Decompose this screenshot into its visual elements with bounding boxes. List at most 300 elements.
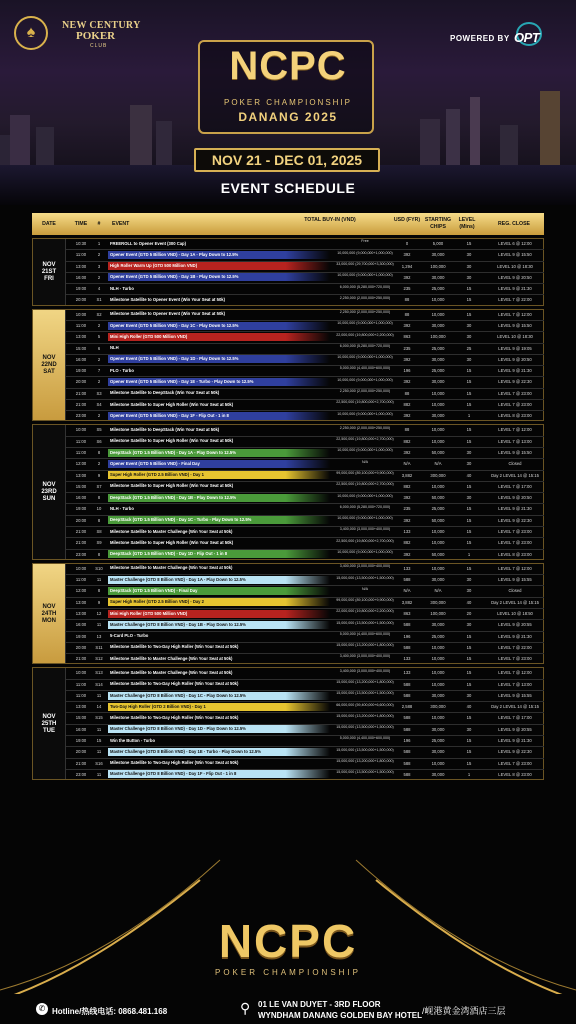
cell-time: 15:00 — [75, 483, 87, 489]
row-divider — [66, 503, 544, 504]
cell-chips: 10,000 — [431, 438, 445, 444]
cell-level: 30 — [466, 252, 472, 258]
cell-level: 15 — [466, 633, 472, 639]
hotline-text[interactable]: Hotline/热线电话: 0868.481.168 — [52, 1007, 168, 1016]
cell-buyin: N/A — [362, 586, 368, 591]
cell-chips: 50,000 — [431, 517, 445, 523]
cell-time: 20:00 — [75, 517, 87, 523]
cell-time: 21:00 — [75, 390, 87, 396]
cell-level: 30 — [466, 334, 472, 340]
cell-num: S14 — [95, 681, 103, 687]
table-row — [66, 758, 544, 769]
cell-buyin: 99,000,000 (89,100,000+9,900,000) — [336, 598, 394, 603]
cell-num: 2 — [97, 379, 101, 385]
cell-time: 10:00 — [75, 311, 87, 317]
day-label-line1: NOV — [42, 603, 56, 610]
cell-usd: 88 — [404, 311, 410, 317]
cell-reg: LEVEL 9 @ 20:50 — [498, 356, 532, 362]
cell-chips: 10,000 — [431, 565, 445, 571]
cell-level: 15 — [466, 715, 472, 721]
cell-usd: 588 — [403, 577, 411, 583]
cell-num: S4 — [96, 401, 102, 407]
cell-level: 15 — [466, 540, 472, 546]
cell-level: 1 — [467, 771, 471, 777]
cell-chips: 30,000 — [431, 322, 445, 328]
cell-level: 15 — [466, 297, 472, 303]
cell-time: 20:00 — [75, 297, 87, 303]
cell-num: 9 — [97, 599, 101, 605]
cell-usd: 392 — [403, 252, 411, 258]
cell-reg: LEVEL 7 @ 23:00 — [498, 529, 532, 534]
table-row — [66, 563, 544, 574]
cell-num: 8 — [97, 517, 101, 523]
cell-buyin: 99,000,000 (89,100,000+9,900,000) — [336, 470, 394, 475]
address-line1: 01 LE VAN DUYET - 3RD FLOOR — [258, 1000, 381, 1009]
day-label-line3: MON — [42, 617, 56, 624]
day-label-line3: TUE — [43, 727, 55, 734]
cell-time: 13:00 — [75, 704, 87, 710]
cell-buyin: 10,000,000 (9,000,000+1,000,000) — [337, 321, 393, 326]
cell-usd: 196 — [403, 738, 411, 744]
phone-icon: ✆ — [36, 1003, 48, 1015]
opt-logo-text: OPT — [514, 30, 540, 45]
cell-chips: 30,000 — [431, 771, 445, 777]
cell-num: S2 — [96, 311, 102, 317]
cell-buyin: 22,000,000 (19,800,000+2,200,000) — [336, 609, 394, 614]
cell-event: Opener Event (GTD 5 Billion VND) - Day 1A - Play Down to 12.5% — [108, 251, 330, 259]
address-chinese: /岘港黄金湾酒店三层 — [422, 1006, 506, 1016]
cell-event: Milestone Satellite to Two-Day High Roller (Win Your Seat at 50k) — [110, 760, 239, 766]
cell-chips: 25,000 — [431, 286, 445, 292]
cell-reg: LEVEL 9 @ 19:05 — [498, 345, 532, 351]
cell-chips: 10,000 — [431, 297, 445, 303]
table-row — [66, 492, 544, 503]
table-row — [66, 354, 544, 365]
col-buyin: TOTAL BUY-IN (VND) — [304, 217, 356, 223]
cell-usd: 392 — [403, 413, 411, 419]
cell-event: Opener Event (GTD 5 Billion VND) - Final Day — [108, 460, 330, 468]
cell-time: 19:00 — [75, 633, 87, 639]
table-row — [66, 249, 544, 260]
cell-chips: 50,000 — [431, 450, 445, 456]
row-divider — [66, 724, 544, 725]
row-divider — [66, 249, 544, 250]
cell-buyin: 15,000,000 (13,200,000+1,800,000) — [336, 680, 394, 685]
cell-usd: 588 — [403, 644, 411, 650]
row-divider — [66, 399, 544, 400]
cell-level: 30 — [466, 461, 472, 467]
cell-time: 19:00 — [75, 738, 87, 744]
cell-chips: 25,000 — [431, 738, 445, 744]
cell-chips: 100,000 — [430, 263, 446, 269]
cell-level: 30 — [466, 263, 472, 269]
table-row — [66, 343, 544, 354]
col-date: DATE — [42, 221, 56, 227]
cell-num: S11 — [95, 644, 103, 650]
table-row — [66, 331, 544, 342]
cell-reg: LEVEL 9 @ 20:50 — [498, 274, 532, 280]
day-label-line3: FRI — [44, 275, 54, 282]
row-divider — [66, 470, 544, 471]
cell-buyin: 3,400,000 (3,000,000+400,000) — [339, 564, 391, 569]
cell-reg: LEVEL 7 @ 23:00 — [498, 656, 532, 662]
cell-level: 30 — [466, 577, 472, 583]
row-divider — [66, 526, 544, 527]
cell-level: 15 — [466, 311, 472, 317]
cell-buyin: 5,000,000 (4,400,000+600,000) — [339, 736, 391, 741]
day-label-line2: 22ND — [41, 362, 57, 369]
cell-buyin: 6,000,000 (5,280,000+720,000) — [339, 504, 391, 509]
cell-reg: LEVEL 7 @ 12:00 — [498, 427, 532, 433]
cell-event: Opener Event (GTD 5 Billion VND) - Day 1E - Turbo - Play Down to 12.5% — [108, 378, 330, 386]
cell-event: Milestone Satellite to Two-Day High Roller (Win Your Seat at 50k) — [110, 644, 239, 650]
cell-usd: 133 — [403, 529, 411, 534]
cell-chips: 30,000 — [431, 692, 445, 698]
table-row — [66, 515, 544, 526]
table-row — [66, 712, 544, 723]
cell-time: 16:00 — [75, 495, 87, 501]
row-divider — [66, 447, 544, 448]
table-row — [66, 667, 544, 678]
row-divider — [66, 331, 544, 332]
cell-level: 15 — [466, 644, 472, 650]
cell-usd: 196 — [403, 633, 411, 639]
cell-reg: LEVEL 9 @ 15:50 — [498, 252, 532, 258]
cell-event: Mini High Roller (GTD 500 Million VND) — [108, 333, 330, 341]
cell-chips: 25,000 — [431, 506, 445, 512]
cell-level: 30 — [466, 274, 472, 280]
title-subtitle: POKER CHAMPIONSHIP — [223, 98, 352, 107]
cell-reg: LEVEL 7 @ 12:00 — [498, 670, 532, 676]
cell-chips: 10,000 — [431, 401, 445, 407]
cell-reg: LEVEL 9 @ 22:30 — [498, 749, 532, 755]
table-row — [66, 653, 544, 664]
table-row — [66, 458, 544, 469]
cell-num: 2 — [97, 461, 101, 467]
cell-usd: 392 — [403, 356, 411, 362]
cell-chips: 10,000 — [431, 483, 445, 489]
cell-reg: LEVEL 9 @ 20:55 — [498, 726, 532, 732]
row-divider — [66, 585, 544, 586]
cell-time: 15:00 — [75, 715, 87, 721]
cell-reg: LEVEL 8 @ 23:00 — [498, 551, 532, 557]
cell-usd: 196 — [403, 368, 411, 374]
col-chips: STARTING CHIPS — [424, 217, 452, 230]
schedule-table — [32, 213, 544, 783]
cell-time: 23:00 — [75, 551, 87, 557]
day-label-line2: 23RD — [41, 489, 57, 496]
cell-level: 15 — [466, 749, 472, 755]
cell-buyin: 3,400,000 (3,000,000+400,000) — [339, 668, 391, 673]
cell-time: 16:00 — [75, 726, 87, 732]
cell-time: 11:00 — [75, 681, 87, 687]
cell-num: S5 — [96, 427, 102, 433]
cell-time: 11:00 — [75, 450, 87, 456]
cell-reg: LEVEL 7 @ 13:00 — [498, 681, 532, 687]
row-divider — [66, 458, 544, 459]
page-title: NCPC — [229, 44, 347, 88]
row-divider — [66, 735, 544, 736]
cell-time: 13:00 — [75, 610, 87, 616]
cell-time: 21:00 — [75, 760, 87, 766]
cell-time: 12:00 — [75, 461, 87, 467]
cell-level: 40 — [466, 599, 472, 605]
row-divider — [66, 515, 544, 516]
day-label-line1: NOV — [42, 713, 56, 720]
cell-usd: 133 — [403, 656, 411, 662]
cell-num: 11 — [96, 577, 102, 583]
powered-by-label: POWERED BY — [450, 34, 510, 43]
cell-buyin: 15,000,000 (13,500,000+1,500,000) — [336, 575, 394, 580]
cell-num: S8 — [96, 529, 102, 534]
cell-num: 8 — [97, 588, 101, 594]
cell-buyin: 10,000,000 (9,000,000+1,000,000) — [337, 516, 393, 521]
cell-event: Master Challenge (GTD 8 Billion VND) - Day 1E - Turbo - Play Down to 12.5% — [108, 748, 330, 756]
row-divider — [66, 631, 544, 632]
cell-num: 11 — [96, 692, 102, 698]
cell-reg: LEVEL 8 @ 23:00 — [498, 413, 532, 419]
cell-reg: LEVEL 10 @ 18:30 — [497, 263, 533, 269]
table-row — [66, 272, 544, 283]
cell-buyin: 22,000,000 (19,800,000+2,200,000) — [336, 332, 394, 337]
cell-level: 15 — [466, 517, 472, 523]
table-row — [66, 690, 544, 701]
cell-reg: LEVEL 9 @ 21:30 — [498, 368, 532, 374]
cell-level: 15 — [466, 286, 472, 292]
cell-level: 15 — [466, 738, 472, 744]
cell-num: S12 — [95, 656, 103, 662]
table-row — [66, 399, 544, 410]
col-event: EVENT — [112, 221, 130, 227]
cell-reg: LEVEL 7 @ 12:00 — [498, 565, 532, 571]
cell-chips: 300,000 — [430, 704, 446, 710]
cell-event: 5-Card PLO - Turbo — [110, 633, 149, 639]
cell-time: 12:00 — [75, 588, 87, 594]
cell-level: 15 — [466, 506, 472, 512]
cell-reg: LEVEL 7 @ 23:00 — [498, 760, 532, 766]
cell-buyin: 3,400,000 (3,000,000+400,000) — [339, 527, 391, 532]
cell-usd: 588 — [403, 749, 411, 755]
address-line2: WYNDHAM DANANG GOLDEN BAY HOTEL — [258, 1011, 423, 1020]
cell-event: Opener Event (GTD 5 Billion VND) - Day 1F - Flip Out - 1 in 8 — [108, 412, 330, 420]
row-divider — [66, 320, 544, 321]
cell-time: 13:00 — [75, 472, 87, 478]
cell-level: 30 — [466, 588, 472, 594]
row-divider — [66, 410, 544, 411]
cell-num: S10 — [95, 565, 103, 571]
day-label-line2: 25TH — [41, 720, 57, 727]
table-header — [32, 213, 544, 235]
cell-event: Opener Event (GTD 5 Billion VND) - Day 1B - Play Down to 12.5% — [108, 273, 330, 281]
cell-time: 21:00 — [75, 540, 87, 546]
row-divider — [66, 283, 544, 284]
table-row — [66, 597, 544, 608]
cell-reg: LEVEL 8 @ 23:00 — [498, 771, 532, 777]
cell-time: 16:00 — [75, 274, 87, 280]
cell-buyin: 33,000,000 (29,700,000+3,300,000) — [336, 261, 394, 266]
row-divider — [66, 492, 544, 493]
cell-time: 11:00 — [75, 252, 87, 258]
row-divider — [66, 746, 544, 747]
cell-reg: Closed — [508, 588, 522, 594]
cell-num: 2 — [97, 322, 101, 328]
cell-event: Milestone Satellite to Super High Roller (Win Your Seat at 50k) — [110, 539, 234, 545]
cell-reg: LEVEL 9 @ 15:55 — [498, 692, 532, 698]
cell-usd: 3,882 — [401, 472, 413, 478]
cell-chips: 10,000 — [431, 390, 445, 396]
cell-event: Milestone Satellite to Master Challenge (Win Your Seat at 50k) — [110, 655, 233, 661]
cell-chips: 30,000 — [431, 622, 445, 628]
cell-usd: 882 — [403, 438, 411, 444]
cell-event: High Roller Warm Up (GTD 500 Million VND) — [108, 262, 330, 270]
cell-chips: 10,000 — [431, 656, 445, 662]
cell-level: 15 — [466, 760, 472, 766]
row-divider — [66, 642, 544, 643]
cell-event: DeepStack (GTD 1.5 Billion VND) - Day 1D - Flip Out - 1 in 8 — [108, 550, 330, 558]
cell-time: 11:00 — [75, 438, 87, 444]
cell-event: Master Challenge (GTD 8 Billion VND) - Day 1D - Play Down to 12.5% — [108, 725, 330, 733]
cell-event: Milestone Satellite to DeepStack (Win Your Seat at 50k) — [110, 427, 220, 433]
cell-event: DeepStack (GTD 1.5 Billion VND) - Day 1B - Play Down to 12.5% — [108, 494, 330, 502]
day-label-line2: 21ST — [41, 268, 57, 275]
cell-event: Super High Roller (GTD 2.5 Billion VND) - Day 1 — [108, 471, 330, 479]
cell-reg: LEVEL 9 @ 15:50 — [498, 450, 532, 456]
cell-usd: 588 — [403, 771, 411, 777]
cell-num: 6 — [97, 345, 101, 351]
table-row — [66, 481, 544, 492]
cell-chips: 10,000 — [431, 311, 445, 317]
cell-num: 15 — [96, 738, 102, 744]
cell-level: 20 — [466, 610, 472, 616]
cell-event: Master Challenge (GTD 8 Billion VND) - Day 1C - Play Down to 12.5% — [108, 692, 330, 700]
col-usd: USD (FYR) — [393, 217, 421, 223]
row-divider — [66, 549, 544, 550]
cell-usd: 235 — [403, 286, 411, 292]
cell-level: 30 — [466, 322, 472, 328]
table-row — [66, 376, 544, 387]
cell-reg: LEVEL 9 @ 22:30 — [498, 517, 532, 523]
cell-chips: 10,000 — [431, 715, 445, 721]
cell-num: 10 — [96, 506, 102, 512]
cell-level: 15 — [466, 401, 472, 407]
cell-num: S16 — [95, 760, 103, 766]
cell-chips: 10,000 — [431, 760, 445, 766]
cell-event: Milestone Satellite to Master Challenge (Win Your Seat at 50k) — [110, 565, 233, 571]
cell-reg: Closed — [508, 461, 522, 467]
row-divider — [66, 436, 544, 437]
cell-time: 21:00 — [75, 656, 87, 662]
cell-event: Opener Event (GTD 5 Billion VND) - Day 1C - Play Down to 12.5% — [108, 322, 330, 330]
brand-line3: CLUB — [90, 43, 108, 49]
cell-level: 30 — [466, 726, 472, 732]
cell-time: 21:00 — [75, 401, 87, 407]
cell-level: 15 — [466, 241, 472, 246]
cell-event: DeepStack (GTD 1.5 Billion VND) - Final Day — [108, 587, 330, 595]
row-divider — [66, 537, 544, 538]
table-row — [66, 388, 544, 399]
cell-event: NLH - Turbo — [110, 506, 134, 512]
cell-buyin: 5,000,000 (4,400,000+600,000) — [339, 631, 391, 636]
cell-event: FREEROLL to Opener Event (300 Cap) — [110, 240, 187, 246]
cell-chips: 30,000 — [431, 274, 445, 280]
cell-buyin: 22,500,000 (19,800,000+2,700,000) — [336, 437, 394, 442]
cell-event: Milestone Satellite to Super High Roller (Win Your Seat at 50k) — [110, 401, 234, 407]
cell-chips: 30,000 — [431, 379, 445, 385]
cell-buyin: 10,000,000 (9,000,000+1,000,000) — [337, 448, 393, 453]
table-row — [66, 619, 544, 630]
cell-time: 13:00 — [75, 599, 87, 605]
cell-usd: 392 — [403, 495, 411, 501]
cell-time: 20:00 — [75, 644, 87, 650]
cell-buyin: 2,250,000 (2,000,000+250,000) — [339, 389, 391, 394]
row-divider — [66, 388, 544, 389]
row-divider — [66, 679, 544, 680]
cell-time: 11:00 — [75, 577, 87, 583]
cell-reg: LEVEL 9 @ 15:50 — [498, 322, 532, 328]
cell-chips: 30,000 — [431, 726, 445, 732]
footer-subtitle: POKER CHAMPIONSHIP — [214, 968, 361, 977]
cell-num: S15 — [95, 715, 103, 721]
cell-usd: 882 — [403, 483, 411, 489]
cell-buyin: 15,000,000 (13,200,000+1,800,000) — [336, 713, 394, 718]
cell-num: 8 — [97, 551, 101, 557]
col-level: LEVEL (Mins) — [458, 217, 476, 230]
cell-usd: 2,588 — [401, 704, 413, 710]
cell-buyin: 15,000,000 (13,500,000+1,500,000) — [336, 747, 394, 752]
table-row — [66, 424, 544, 435]
cell-time: 16:00 — [75, 622, 87, 628]
cell-usd: 3,882 — [401, 599, 413, 605]
cell-chips: 30,000 — [431, 252, 445, 258]
table-row — [66, 608, 544, 619]
table-row — [66, 631, 544, 642]
cell-chips: 30,000 — [431, 356, 445, 362]
cell-level: 15 — [466, 390, 472, 396]
cell-chips: N/A — [434, 588, 442, 594]
cell-event: DeepStack (GTD 1.5 Billion VND) - Day 1C - Turbo - Play Down to 12.5% — [108, 516, 330, 524]
cell-event: Master Challenge (GTD 8 Billion VND) - Day 1B - Play Down to 12.5% — [108, 621, 330, 629]
cell-chips: 10,000 — [431, 644, 445, 650]
cell-buyin: 10,000,000 (9,000,000+1,000,000) — [337, 493, 393, 498]
cell-num: 9 — [97, 472, 101, 478]
brand-line1: NEW CENTURY — [62, 20, 141, 31]
cell-reg: LEVEL 9 @ 21:30 — [498, 506, 532, 512]
cell-buyin: 10,000,000 (9,000,000+1,000,000) — [337, 355, 393, 360]
cell-chips: 25,000 — [431, 345, 445, 351]
cell-level: 30 — [466, 622, 472, 628]
cell-buyin: 2,250,000 (2,000,000+250,000) — [339, 295, 391, 300]
table-row — [66, 585, 544, 596]
row-divider — [66, 619, 544, 620]
cell-level: 40 — [466, 472, 472, 478]
cell-time: 23:00 — [75, 413, 87, 419]
day-label-line3: SUN — [42, 496, 56, 503]
cell-buyin: 3,400,000 (3,000,000+400,000) — [339, 654, 391, 659]
cell-reg: LEVEL 9 @ 20:55 — [498, 622, 532, 628]
table-row — [66, 537, 544, 548]
cell-time: 16:00 — [75, 356, 87, 362]
cell-time: 19:00 — [75, 286, 87, 292]
cell-level: 15 — [466, 368, 472, 374]
cell-buyin: 15,000,000 (13,500,000+1,500,000) — [336, 691, 394, 696]
cell-time: 23:00 — [75, 771, 87, 777]
cell-num: 11 — [96, 749, 102, 755]
table-row — [66, 410, 544, 421]
cell-event: Win the Button - Turbo — [110, 737, 156, 743]
cell-level: 15 — [466, 438, 472, 444]
cell-event: PLO - Turbo — [110, 367, 134, 373]
cell-usd: 882 — [403, 540, 411, 546]
